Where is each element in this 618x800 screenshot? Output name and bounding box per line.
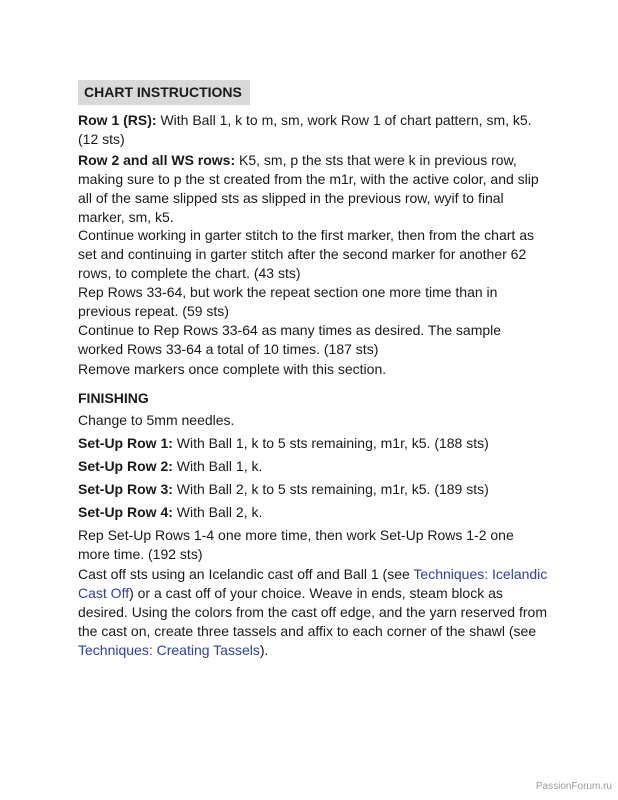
setup-row-4-text: With Ball 2, k. [172,504,263,520]
row-1-text: With Ball 1, k to m, sm, work Row 1 of chart pattern, sm, k5. (12 sts) [78,112,532,147]
row-2-label: Row 2 and all WS rows: [78,152,236,168]
setup-row-4-label: Set-Up Row 4: [78,504,173,520]
row-1-label: Row 1 (RS): [78,112,157,128]
rep-setup-paragraph: Rep Set-Up Rows 1-4 one more time, then work Set-Up Rows 1-2 one more time. (192 sts) [78,527,514,562]
creating-tassels-link[interactable]: Techniques: Creating Tassels [78,642,260,658]
row-2-text: K5, sm, p the sts that were k in previous row, making sure to p the st created from the m1r, with the active color, and slip all of the same slipped sts as slipped in the previous row, wyif to final marker, sm, k5. [78,152,539,225]
setup-row-1-text: With Ball 1, k to 5 sts remaining, m1r, k5. (188 sts) [172,435,489,451]
cast-off-paragraph [78,565,548,660]
watermark: PassionForum.ru [535,781,612,792]
cast-off-text-2: ) or a cast off of your choice. Weave in ends, steam block as desired. Using the colors from the cast off edge, and the yarn reserved from the cast on, create three tassels and affix to each corner of the shawl (see [78,585,547,639]
remove-markers-paragraph: Remove markers once complete with this section. [78,361,387,377]
continue-rep-paragraph: Continue to Rep Rows 33-64 as many times as desired. The sample worked Rows 33-64 a total of 10 times. (187 sts) [78,322,502,357]
cast-off-text-3: ). [259,642,269,658]
setup-row-3 [78,480,548,499]
setup-row-2 [78,457,548,476]
row-2-instruction [78,151,548,227]
setup-row-3-label: Set-Up Row 3: [78,481,173,497]
setup-row-1 [78,434,548,453]
continue-paragraph: Continue working in garter stitch to the first marker, then from the chart as set and continuing in garter stitch after the second marker for another 62 rows, to complete the chart. (43 sts) [78,227,534,281]
icelandic-cast-off-link[interactable]: Techniques: Icelandic Cast Off [78,566,548,601]
setup-row-4 [78,503,548,522]
setup-row-2-label: Set-Up Row 2: [78,458,173,474]
finishing-heading: FINISHING [78,390,149,406]
cast-off-text-1: Cast off sts using an Icelandic cast off and Ball 1 (see [78,566,414,582]
row-1-instruction [78,111,548,149]
setup-row-1-label: Set-Up Row 1: [78,435,173,451]
setup-row-3-text: With Ball 2, k to 5 sts remaining, m1r, k5. (189 sts) [172,481,489,497]
setup-row-2-text: With Ball 1, k. [172,458,263,474]
chart-instructions-heading: CHART INSTRUCTIONS [78,80,250,105]
change-needles-paragraph: Change to 5mm needles. [78,412,235,428]
rep-rows-paragraph: Rep Rows 33-64, but work the repeat section one more time than in previous repeat. (59 sts) [78,284,498,319]
